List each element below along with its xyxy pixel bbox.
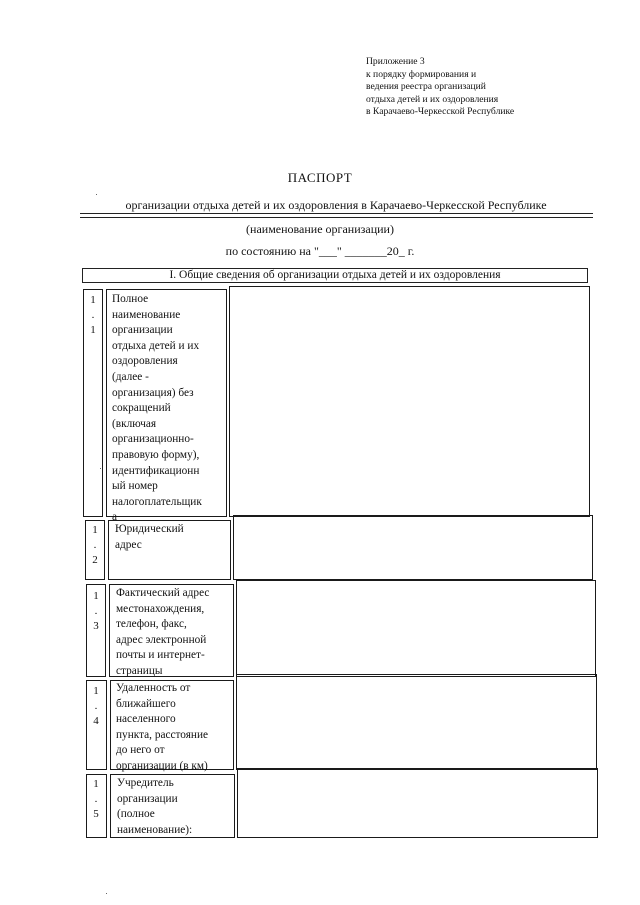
row-label: Учредитель организации (полное наименование): <box>117 777 193 836</box>
document-title: ПАСПОРТ <box>287 170 353 185</box>
appendix-line: отдыха детей и их оздоровления <box>366 93 499 105</box>
appendix-line: ведения реестра организаций <box>366 81 486 93</box>
name-underline <box>80 213 593 218</box>
row-label: Полное наименование организации отдыха детей и их оздоровления (далее - организация) без сокращений (включая организационно- правовую форму), идентификационн ый номер налогоплательщик а <box>112 293 202 524</box>
row-value-field[interactable] <box>236 674 597 770</box>
org-name-caption: (наименование организации) <box>246 222 394 236</box>
row-number: 1 . 4 <box>93 685 99 727</box>
document-subtitle: организации отдыха детей и их оздоровления в Карачаево-Черкесской Республике <box>125 198 547 212</box>
scan-speck <box>106 893 107 894</box>
row-value-field[interactable] <box>229 286 590 517</box>
scan-speck <box>96 194 97 195</box>
row-value-field[interactable] <box>237 768 598 838</box>
row-number: 1 . 2 <box>92 524 98 566</box>
appendix-line: Приложение 3 <box>366 56 425 67</box>
appendix-line: в Карачаево-Черкесской Республике <box>366 106 515 118</box>
row-label: Фактический адрес местонахождения, телефон, факс, адрес электронной почты и интернет- страницы <box>116 587 210 677</box>
row-value-field[interactable] <box>236 580 596 677</box>
row-number: 1 . 5 <box>93 778 99 820</box>
row-label: Юридический адрес <box>115 523 184 551</box>
appendix-line: к порядку формирования и <box>366 68 477 80</box>
scan-speck <box>100 468 101 469</box>
as-of-date-line: по состоянию на "___" _______20_ г. <box>225 244 415 258</box>
row-number: 1 . 3 <box>93 590 99 632</box>
row-number: 1 . 1 <box>90 294 96 336</box>
row-value-field[interactable] <box>233 515 593 580</box>
section-header: I. Общие сведения об организации отдыха детей и их оздоровления <box>82 268 588 283</box>
appendix-note <box>366 56 514 119</box>
row-label: Удаленность от ближайшего населенного пункта, расстояние до него от организации (в км) <box>116 682 209 772</box>
